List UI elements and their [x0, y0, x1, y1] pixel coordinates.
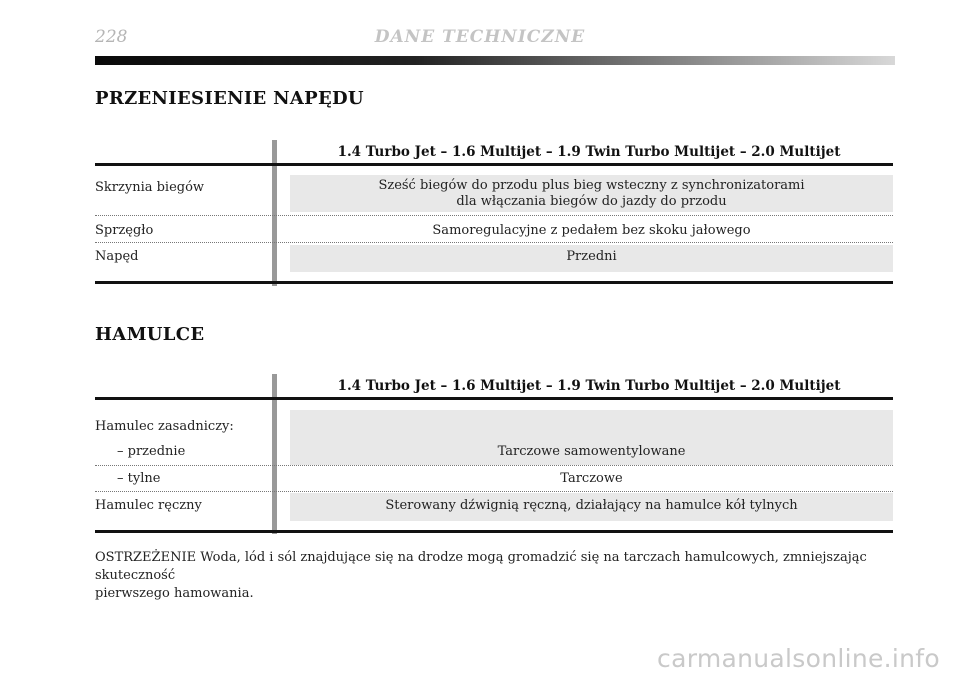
row-label-front: – przednie [117, 444, 186, 459]
warning-text-line1: OSTRZEŻENIE Woda, lód i sól znajdujące się na drodze mogą gromadzić się na tarczach hamulcowych, zmniejszając skuteczność [95, 550, 867, 583]
warning-text-line2: pierwszego hamowania. [95, 586, 254, 601]
row-value-clutch: Samoregulacyjne z pedałem bez skoku jałowego [432, 223, 751, 238]
transmission-title: PRZENIESIENIE NAPĘDU [95, 88, 364, 109]
row-value-gearbox-line2: dla włączania biegów do jazdy do przodu [456, 194, 727, 209]
row-label-clutch: Sprzęgło [95, 223, 154, 238]
watermark: carmanualsonline.info [657, 644, 940, 673]
transmission-table [95, 140, 893, 286]
transmission-column-header: 1.4 Turbo Jet – 1.6 Multijet – 1.9 Twin Turbo Multijet – 2.0 Multijet [337, 144, 841, 160]
table-divider [272, 140, 277, 286]
header-gradient-bar [95, 56, 895, 65]
table-top-rule [95, 397, 893, 400]
row-value-handbrake: Sterowany dźwignią ręczną, działający na hamulce kół tylnych [385, 498, 798, 513]
row-value-rear: Tarczowe [560, 471, 623, 486]
page-number: 228 [95, 27, 128, 47]
warning-note [95, 549, 895, 603]
row-label-drive: Napęd [95, 249, 139, 264]
row-value-drive: Przedni [566, 249, 617, 264]
brakes-column-header: 1.4 Turbo Jet – 1.6 Multijet – 1.9 Twin Turbo Multijet – 2.0 Multijet [337, 378, 841, 394]
row-value-front: Tarczowe samowentylowane [497, 444, 686, 459]
row-label-service-brake: Hamulec zasadniczy: [95, 419, 234, 434]
row-label-rear: – tylne [117, 471, 161, 486]
table-top-rule [95, 163, 893, 166]
row-separator [95, 491, 893, 492]
row-label-handbrake: Hamulec ręczny [95, 498, 202, 513]
brakes-table [95, 374, 893, 534]
row-label-gearbox: Skrzynia biegów [95, 180, 205, 195]
row-separator [95, 465, 893, 466]
table-bottom-rule [95, 530, 893, 533]
row-value-gearbox-line1: Sześć biegów do przodu plus bieg wsteczny z synchronizatorami [378, 178, 805, 193]
row-separator [95, 215, 893, 216]
row-separator [95, 242, 893, 243]
brakes-title: HAMULCE [95, 324, 205, 345]
table-bottom-rule [95, 281, 893, 284]
section-header: DANE TECHNICZNE [374, 27, 586, 47]
